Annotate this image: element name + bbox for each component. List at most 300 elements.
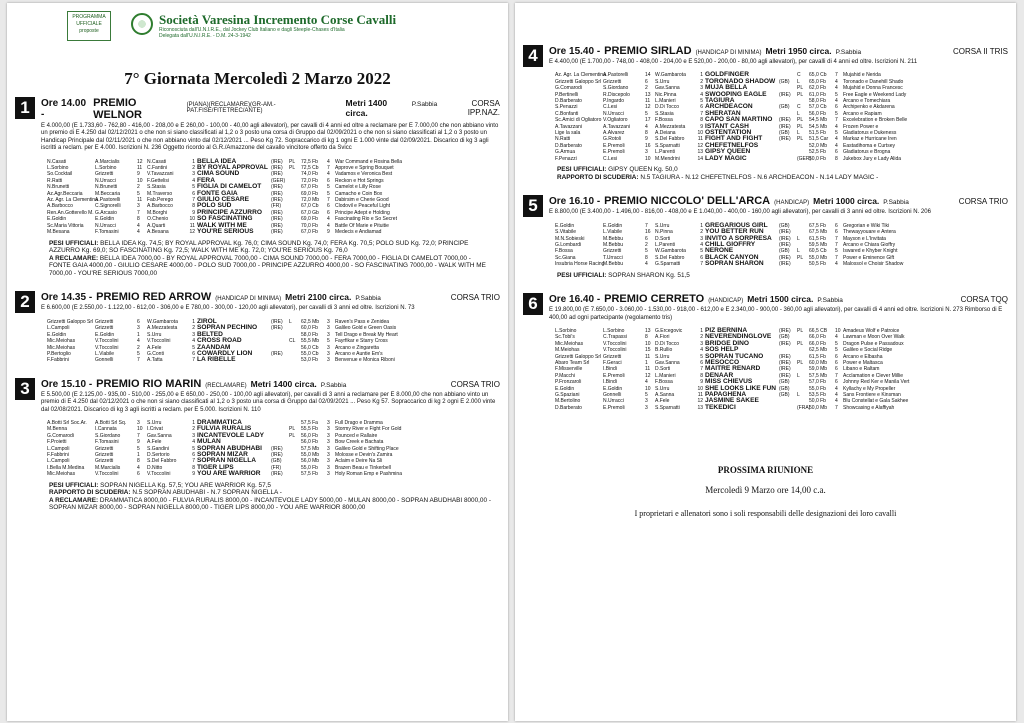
runner-origin: (GB): [779, 222, 790, 229]
runner-jockey: F.Bossa: [655, 117, 673, 124]
runner-origin: (IRE): [779, 117, 791, 124]
runner-trainer: N.Urracci: [603, 398, 624, 405]
runner-weight: 62,5 Mb: [809, 347, 828, 354]
race-time: Ore 14.35 -: [41, 292, 93, 304]
runner-jockey: B.Rullio: [655, 347, 673, 354]
runner-owner: M.Besana: [47, 229, 70, 236]
runner-pedigree: Camacho e Coin Box: [335, 190, 383, 197]
runner-origin: [779, 156, 797, 162]
runner-owner: Grizzetti Galoppo Srl: [555, 353, 602, 360]
race-conditions: E 6.600,00 (E 2.550,00 - 1.122,00 - 612,00 - 306,00 e E 780,00 - 300,00 - 120,00 agli allevatori), per cavalli di 3 anni ed oltre. Iscrizioni N. 73: [41, 305, 415, 312]
runner-number: 4: [700, 347, 703, 354]
race-note: [49, 255, 492, 278]
runner-jockey: C.Fantini: [147, 165, 168, 172]
runner-horse: SHERATAN: [705, 109, 741, 117]
runner-number: 7: [700, 110, 703, 117]
runner-age: 5: [835, 340, 838, 347]
race-conditions: E 19.800,00 (E 7.650,00 - 3.060,00 - 1.530,00 - 918,00 - 612,00 e E 2.340,00 - 900,00 - 360,00 agli allevatori), per cavalli di 4 anni ed oltre. Iscrizioni N. 273 Rimborso di E 400,00 ad ogni partecipante (regolamento tris): [549, 307, 1003, 321]
runner-owner: Az.Agr.Beccaria: [47, 190, 83, 197]
runner-jockey: A.Sanna: [655, 392, 675, 398]
runner-pedigree: Gladiatorus e Dukeness: [843, 130, 897, 137]
runner-trainer: F.Tomasini: [95, 229, 119, 236]
runner-pedigree: Pounced e Rallaire: [335, 432, 378, 439]
runner-number: 8: [192, 464, 195, 471]
runner-age: 4: [835, 136, 838, 143]
runner-weight: 67,0 Cb: [301, 203, 319, 210]
runner-pedigree: Brazen Beau e Tinkerbell: [335, 464, 391, 471]
runner-age: 4: [327, 158, 330, 165]
runner-draw: 4: [645, 261, 648, 268]
race-time: Ore 16.10 -: [549, 196, 601, 208]
runner-age: 7: [835, 241, 838, 248]
runner-weight: 72,0 Mb: [301, 197, 320, 204]
runner-draw: 16: [645, 229, 651, 236]
runner-owner: L.Campoli: [47, 445, 70, 452]
race-name: PREMIO RIO MARIN: [96, 377, 202, 390]
runner-number: 3: [700, 235, 703, 242]
runner-number: 1: [700, 222, 703, 229]
runner-number: 11: [697, 392, 703, 398]
runner-horse: BELTED: [197, 330, 223, 338]
runner-owner: L.Campoli: [47, 325, 70, 332]
runner-horse: COWARDLY LION: [197, 349, 253, 357]
runner-horse: SOPRAN NIGELLA: [197, 457, 256, 465]
runner-trainer: R.Discepolo: [603, 91, 630, 98]
note-label: RAPPORTO DI SCUDERIA:: [557, 173, 641, 181]
runner-blinkers: [289, 357, 301, 363]
runner-weight: 53,0 Fb: [301, 357, 318, 364]
race-type: CORSA TQQ: [960, 295, 1008, 305]
runner-owner: Az. Agr. La Clementina: [47, 197, 98, 204]
runner-age: 6: [327, 203, 330, 210]
runner-row: [47, 357, 421, 363]
runners-table: [47, 319, 421, 364]
runner-weight: 72,0 Fb: [301, 177, 318, 184]
runner-owner: M.Bertolino: [555, 398, 581, 405]
runner-draw: 12: [645, 372, 651, 379]
race-block: [7, 291, 508, 363]
runner-owner: G.Comarodi: [47, 432, 74, 439]
runner-trainer: M.Marcialis: [95, 464, 121, 471]
runner-pedigree: Fascinating Rio e So Secret: [335, 216, 397, 223]
runner-blinkers: PL: [797, 117, 804, 124]
runner-number: 1: [700, 327, 703, 334]
runner-jockey: S.Urru: [655, 222, 670, 229]
runner-pedigree: Kyllachy e My Propeller: [843, 385, 896, 392]
race-number: 4: [523, 45, 543, 67]
runner-draw: 4: [645, 379, 648, 386]
runner-trainer: I.Bindi: [603, 366, 617, 373]
runner-age: 3: [327, 419, 330, 426]
runner-number: 3: [192, 432, 195, 439]
runner-jockey: A.Fiori: [655, 334, 670, 341]
runner-number: 9: [192, 471, 195, 478]
runner-trainer: E.Premoli: [603, 372, 625, 379]
runner-jockey: M.Mendrini: [655, 155, 680, 162]
runner-draw: 3: [645, 404, 648, 411]
runner-number: 7: [700, 261, 703, 268]
runner-owner: A.Barbocco: [47, 203, 73, 210]
runner-draw: 12: [645, 104, 651, 111]
runner-trainer: A.Pastorelli: [603, 72, 629, 79]
runner-number: 11: [189, 222, 195, 229]
runner-owner: A.Botti Srl Soc.Ar.: [47, 419, 87, 426]
runner-pedigree: War Command e Rosina Bella: [335, 158, 403, 165]
runner-draw: 11: [137, 165, 143, 172]
runner-age: 6: [835, 366, 838, 373]
note-text: SOPRAN NIGELLA Kg. 57,5; YOU ARE WARRIOR Kg. 57,5: [100, 481, 271, 489]
runner-origin: (GB): [779, 78, 790, 85]
runner-trainer: I.Bindi: [603, 379, 617, 386]
race-distance: Metri 1000 circa.: [813, 196, 880, 207]
runner-horse: POLO SUD: [197, 202, 232, 210]
runner-origin: (IRE): [779, 254, 791, 261]
race-number: 6: [523, 293, 543, 315]
runner-blinkers: L: [797, 130, 800, 137]
runner-trainer: M.Bebbu: [603, 235, 624, 242]
runner-weight: 58,0 Fb: [809, 98, 826, 105]
runner-draw: 4: [137, 338, 140, 345]
runner-pedigree: Arcano e Zingaretta: [335, 344, 379, 351]
runner-jockey: F.Bossa: [655, 379, 673, 386]
runner-horse: DRAMMATICA: [197, 418, 242, 426]
runner-weight: 60,5 Cb: [809, 248, 827, 255]
runner-pedigree: Free Eagle e Weekend Lady: [843, 91, 907, 98]
runner-pedigree: Malossol e Choisir Shadow: [843, 261, 904, 268]
runner-weight: 58,0 Fb: [301, 331, 318, 338]
page-title: 7° Giornata Mercoledì 2 Marzo 2022: [124, 69, 391, 88]
race-distance: Metri 1500 circa.: [747, 294, 814, 305]
runner-pedigree: Libano e Raltam: [843, 366, 880, 373]
runner-origin: (GB): [779, 104, 790, 111]
runner-number: 5: [700, 353, 703, 360]
runner-owner: Grizzetti Galoppo Srl: [47, 318, 94, 325]
runner-age: 4: [835, 334, 838, 341]
note-label: A RECLAMARE:: [49, 496, 100, 504]
runner-pedigree: Acclamation e Clever Millie: [843, 372, 904, 379]
runner-draw: 1: [137, 451, 140, 458]
runner-owner: M.N.Sobieski: [555, 235, 585, 242]
runner-draw: 5: [645, 248, 648, 255]
runner-row: [47, 229, 421, 235]
runner-owner: Ren.An.Gotterello M.: [47, 209, 94, 216]
race-note: [49, 497, 492, 512]
runner-horse: YOU ARE WARRIOR: [197, 470, 261, 478]
runner-horse: PRINCIPE AZZURRO: [197, 208, 262, 216]
runner-number: 6: [192, 350, 195, 357]
runner-horse: LA RIBELLE: [197, 356, 236, 364]
runner-age: 3: [327, 471, 330, 478]
runner-number: 3: [192, 331, 195, 338]
runner-trainer: E.Premoli: [603, 149, 625, 156]
runner-trainer: A.Pastorelli: [95, 197, 121, 204]
runner-weight: 56,0 Fb: [301, 432, 318, 439]
runner-blinkers: [797, 261, 809, 267]
runner-pedigree: Archipenko e Akdarena: [843, 104, 895, 111]
race-header: [41, 291, 500, 303]
runner-number: 12: [189, 229, 195, 236]
runner-pedigree: Thewayyouare e Antera: [843, 229, 896, 236]
runner-number: 9: [192, 209, 195, 216]
note-label: PESI UFFICIALI:: [49, 239, 101, 247]
runner-age: 6: [327, 209, 330, 216]
runner-jockey: S.Urru: [147, 419, 162, 426]
runner-blinkers: PL: [289, 158, 296, 165]
runner-number: 14: [697, 155, 703, 162]
runner-horse: SOPRAN TUCANO: [705, 352, 764, 360]
runner-origin: (IRE): [779, 327, 791, 334]
runner-row: [555, 405, 929, 411]
runner-owner: Az. Agr. La Clementina: [555, 72, 606, 79]
runner-owner: F.Fabbrini: [47, 451, 69, 458]
runner-number: 6: [192, 190, 195, 197]
runner-age: 4: [327, 216, 330, 223]
race-note: [49, 489, 492, 497]
runner-horse: JASMINE SAKEE: [705, 397, 759, 405]
runner-horse: SHE LOOKS LIKE FUN: [705, 384, 777, 392]
race-starter: P.Sabbia: [411, 101, 438, 108]
runner-draw: 4: [645, 123, 648, 130]
runner-blinkers: L: [797, 110, 800, 117]
runner-horse: PIZ BERNINA: [705, 326, 748, 334]
runner-horse: WALK WITH ME: [197, 221, 247, 229]
runner-horse: LADY MAGIC: [705, 154, 747, 162]
runner-trainer: M.Bebbu: [603, 261, 624, 268]
runner-trainer: Grizzetti: [603, 353, 622, 360]
runner-weight: 54,5 Mb: [809, 117, 828, 124]
runner-blinkers: PL: [289, 165, 296, 172]
runner-weight: 50,0 Mb: [809, 404, 828, 411]
runner-jockey: S.Sparnatti: [655, 404, 680, 411]
runner-horse: MUJA BELLA: [705, 84, 748, 92]
runner-age: 7: [835, 117, 838, 124]
runner-age: 6: [835, 379, 838, 386]
runners-table: [555, 72, 929, 162]
runner-blinkers: (FRA): [797, 404, 811, 411]
runner-draw: 6: [137, 471, 140, 478]
runner-owner: Mic.Meiohas: [555, 340, 584, 347]
runner-owner: M.Benna: [47, 426, 68, 433]
runner-number: 7: [700, 366, 703, 373]
runner-owner: G.Comarodi: [555, 85, 582, 92]
race-block: [515, 293, 1016, 411]
runner-owner: Sc.Tobi's: [555, 334, 575, 341]
race-header: [549, 195, 1008, 207]
runner-owner: R.Ratti: [47, 177, 63, 184]
runner-draw: 7: [645, 222, 648, 229]
race-time: Ore 14.00 -: [41, 98, 87, 120]
runner-draw: 17: [645, 117, 651, 124]
runner-trainer: N.Brunetti: [95, 184, 118, 191]
runner-age: 7: [835, 235, 838, 242]
runner-weight: 52,5 Fb: [809, 149, 826, 156]
runner-pedigree: Camelot e Lilly Rose: [335, 184, 381, 191]
runner-age: 3: [327, 357, 330, 364]
runner-origin: (IRE): [779, 241, 791, 248]
runner-horse: ARCHDEACON: [705, 103, 753, 111]
runner-draw: 7: [137, 357, 140, 364]
race-handicap: (HANDICAP): [774, 200, 810, 207]
runner-horse: INCANTEVOLE LADY: [197, 431, 265, 439]
race-name: PREMIO WELNOR: [93, 97, 142, 121]
runner-weight: 55,5 Mb: [301, 338, 320, 345]
runner-trainer: L.Sorbino: [603, 327, 625, 334]
runner-trainer: E.Goldin: [95, 216, 115, 223]
runner-horse: SO FASCINATING: [197, 215, 253, 223]
runner-pedigree: Blu Constellat e Gala Sakhee: [843, 398, 909, 405]
runner-owner: P.Macchi: [555, 372, 575, 379]
runner-age: 3: [327, 445, 330, 452]
runner-age: 10: [835, 327, 841, 334]
runner-owner: Mic.Meiohas: [47, 344, 76, 351]
runner-weight: 55,0 Cb: [301, 350, 319, 357]
runner-trainer: S.Giordano: [603, 85, 629, 92]
runner-weight: 61,0 Fb: [809, 91, 826, 98]
runner-draw: 6: [645, 235, 648, 242]
note-text: DRAMMATICA 8000,00 - FULVIA RURALIS 8000,00 - INCANTEVOLE LADY 5000,00 - MULAN 8000,00 - SOPRAN ABUDHABI 8000,00 - SOPRAN MIZAR 8000,00 - SOPRAN NIGELLA 8000,00 - TIGER LIPS 8000,00 - YOU ARE WARRIOR 8000,00: [49, 496, 491, 512]
runner-pedigree: Jukebox Jury e Lady Alida: [843, 155, 902, 162]
runner-weight: 51,5 Fb: [809, 130, 826, 137]
runner-row: [555, 398, 929, 404]
runner-weight: 61,5 Fb: [809, 235, 826, 242]
runner-pedigree: Mujahid e Nerida: [843, 72, 881, 79]
runner-trainer: F.Tomasini: [95, 439, 119, 446]
runner-pedigree: Iswared e Khyber Knight: [843, 248, 898, 255]
runner-draw: 4: [137, 222, 140, 229]
runner-horse: CROSS ROAD: [197, 337, 242, 345]
runner-trainer: Grizzetti: [95, 325, 114, 332]
runner-weight: 70,0 Fb: [301, 222, 318, 229]
runner-blinkers: PL: [797, 136, 804, 143]
runner-age: 5: [327, 184, 330, 191]
runner-horse: BLACK CANYON: [705, 253, 759, 261]
runner-owner: N.Brunetti: [47, 184, 70, 191]
runner-row: [47, 338, 421, 344]
runner-horse: SOPRAN PECHINO: [197, 324, 258, 332]
race-block: [7, 97, 508, 277]
runner-draw: 8: [137, 458, 140, 465]
runner-trainer: L.Viabile: [95, 350, 115, 357]
runner-pedigree: Aclaim e Deire Na Sli: [335, 458, 383, 465]
runner-number: 5: [700, 98, 703, 105]
runner-row: [47, 325, 421, 331]
runner-draw: 4: [137, 229, 140, 236]
runner-horse: SOPRAN ABUDHABI: [197, 444, 262, 452]
runner-jockey: L.Manieri: [655, 98, 676, 105]
runner-weight: 62,0 Fb: [809, 85, 826, 92]
note-label: PESI UFFICIALI:: [49, 481, 101, 489]
runner-blinkers: (GER): [797, 155, 812, 162]
runner-row: [555, 366, 929, 372]
runner-draw: 9: [137, 439, 140, 446]
runner-owner: L.Campoli: [47, 458, 70, 465]
runner-owner: Sc.Amici di Ogliatoro: [555, 117, 602, 124]
runner-jockey: F.Gettelisi: [147, 177, 169, 184]
runner-blinkers: C: [797, 72, 801, 79]
race-time: Ore 16.40 -: [549, 294, 601, 306]
program-page-1: [7, 3, 508, 721]
runner-owner: Grizzetti Galoppo Srl: [555, 78, 602, 85]
runner-origin: (IRE): [779, 340, 791, 347]
runner-trainer: V.Toccolini: [95, 344, 119, 351]
runner-draw: 8: [645, 254, 648, 261]
race-conditions: E 4.000,00 (E 1.733,60 - 762,80 - 416,00 - 208,00 e E 260,00 - 100,00 - 40,00 agli allevatori), per cavalli di 4 anni ed oltre a reclamare per E 7.000,00 che non abbiano vinto un premio di E 4.250 dal 02/12/2021 o che non si siano classificati al 1,2 o 3 posto una corsa di Gruppo dal 02/09/2021 o che non si siano classificati al 1,2 o 3 posto un Handicap Principale dal 02/11/2021 o che non abbiano vinto dal 02/12/2021 ... Peso Kg 72. Sopraccarico di kg 1 ogni E 1.000 vinte dal 02/09/2021. Discarico di kg 3 agli iscritti a reclam. per E 4.000. Iscrizioni N. 236 Oggetto ricordo al G.R./Amazzone del cavallo vincitore offerto da Svicc: [41, 123, 499, 152]
runner-number: 13: [697, 149, 703, 156]
runner-owner: N.Casati: [47, 158, 67, 165]
runner-origin: (IRE): [779, 359, 791, 366]
runner-number: 8: [192, 203, 195, 210]
runner-weight: 56,0 Fb: [301, 439, 318, 446]
race-notes: [41, 240, 500, 278]
runner-pedigree: Dabirsim e Cherie Good: [335, 197, 389, 204]
race-starter: P.Sabbia: [835, 49, 862, 56]
runner-owner: E.Goldin: [47, 216, 67, 223]
runner-pedigree: Toronado e Danehill Shado: [843, 78, 904, 85]
runner-jockey: D.Sorti: [655, 366, 671, 373]
runner-trainer: V.Ogliatoro: [603, 117, 628, 124]
race-type: CORSA TRIO: [958, 197, 1008, 207]
program-badge: PROGRAMMA UFFICIALE proposte: [67, 11, 111, 41]
runner-owner: Abaro Team Srl: [555, 359, 590, 366]
runner-age: 5: [327, 190, 330, 197]
runner-jockey: D.Di Tocco: [655, 340, 680, 347]
runner-weight: 72,5 Fb: [301, 158, 318, 165]
runner-origin: (GB): [779, 334, 790, 341]
runner-horse: TORONADO SHADOW: [705, 77, 776, 85]
runner-jockey: S.Stasia: [147, 184, 166, 191]
runner-weight: 56,0 Cb: [301, 344, 319, 351]
runner-pedigree: Tell Drago e Break My Heart: [335, 331, 398, 338]
runner-jockey: M.Traverso: [147, 190, 173, 197]
runner-pedigree: Bow Creek e Bachata: [335, 439, 384, 446]
runner-pedigree: Arcano e Auntie Em's: [335, 350, 383, 357]
runner-age: 4: [835, 392, 838, 398]
runner-owner: D.Barberato: [555, 98, 582, 105]
runner-jockey: A.Barbocco: [147, 203, 173, 210]
runner-origin: (GB): [779, 392, 790, 398]
runner-horse: YOU'RE SERIOUS: [197, 228, 254, 236]
runner-origin: [271, 357, 289, 363]
runner-pedigree: Gregorian e Wiki Tiki: [843, 222, 890, 229]
runner-origin: (IRE): [271, 158, 283, 165]
race-type: CORSA IPP.NAZ.: [467, 99, 500, 117]
runner-horse: YOU BETTER RUN: [705, 228, 764, 236]
runner-jockey: L.Parenti: [655, 149, 676, 156]
runner-jockey: D.Sertorio: [147, 451, 170, 458]
runner-number: 11: [697, 136, 703, 143]
runner-number: 3: [192, 171, 195, 178]
runner-weight: 56,0 Mb: [301, 458, 320, 465]
runner-draw: 14: [645, 72, 651, 79]
runner-horse: SOS HELP: [705, 346, 739, 354]
runner-age: 8: [835, 155, 838, 162]
race-conditions: E 5.500,00 (E 2.125,00 - 935,00 - 510,00 - 255,00 e E 650,00 - 250,00 - 100,00 agli allevatori), per cavalli di 3 anni a reclamare per E 8.000,00 che non abbiano vinto un premio di E 4.250 dal 02/12/2021 o che non si siano classificati al 1,2 o 3 posto una corsa di Gruppo dal 02/09/2021 ... Peso Kg 57. Sopraccarico di kg 2 ogni E 2.000 vinte dal 02/08/2021. Discarico di kg 3 agli iscritti a reclam. per E 5.000. Iscrizioni N. 110: [41, 391, 496, 413]
runner-jockey: S.Urru: [655, 78, 670, 85]
runner-age: 3: [327, 432, 330, 439]
runner-age: 6: [835, 149, 838, 156]
runner-weight: 56,0 Fb: [809, 110, 826, 117]
runner-draw: 8: [137, 216, 140, 223]
runner-jockey: S.Del Fabbro: [655, 136, 685, 143]
runner-number: 2: [192, 165, 195, 172]
runner-pedigree: Excelebration e Broken Belle: [843, 117, 908, 124]
runner-number: 6: [700, 254, 703, 261]
race-conditions: E 4.400,00 (E 1.700,00 - 748,00 - 408,00 - 204,00 e E 520,00 - 200,00 - 80,00 agli allevatori), per cavalli di 4 anni ed oltre. Iscrizioni N. 211: [549, 59, 918, 65]
runner-draw: 8: [645, 334, 648, 341]
runner-origin: (IRE): [271, 229, 283, 236]
runner-owner: G.Lombardi: [555, 241, 582, 248]
runner-pedigree: Molosse e Devin's Zamira: [335, 451, 393, 458]
